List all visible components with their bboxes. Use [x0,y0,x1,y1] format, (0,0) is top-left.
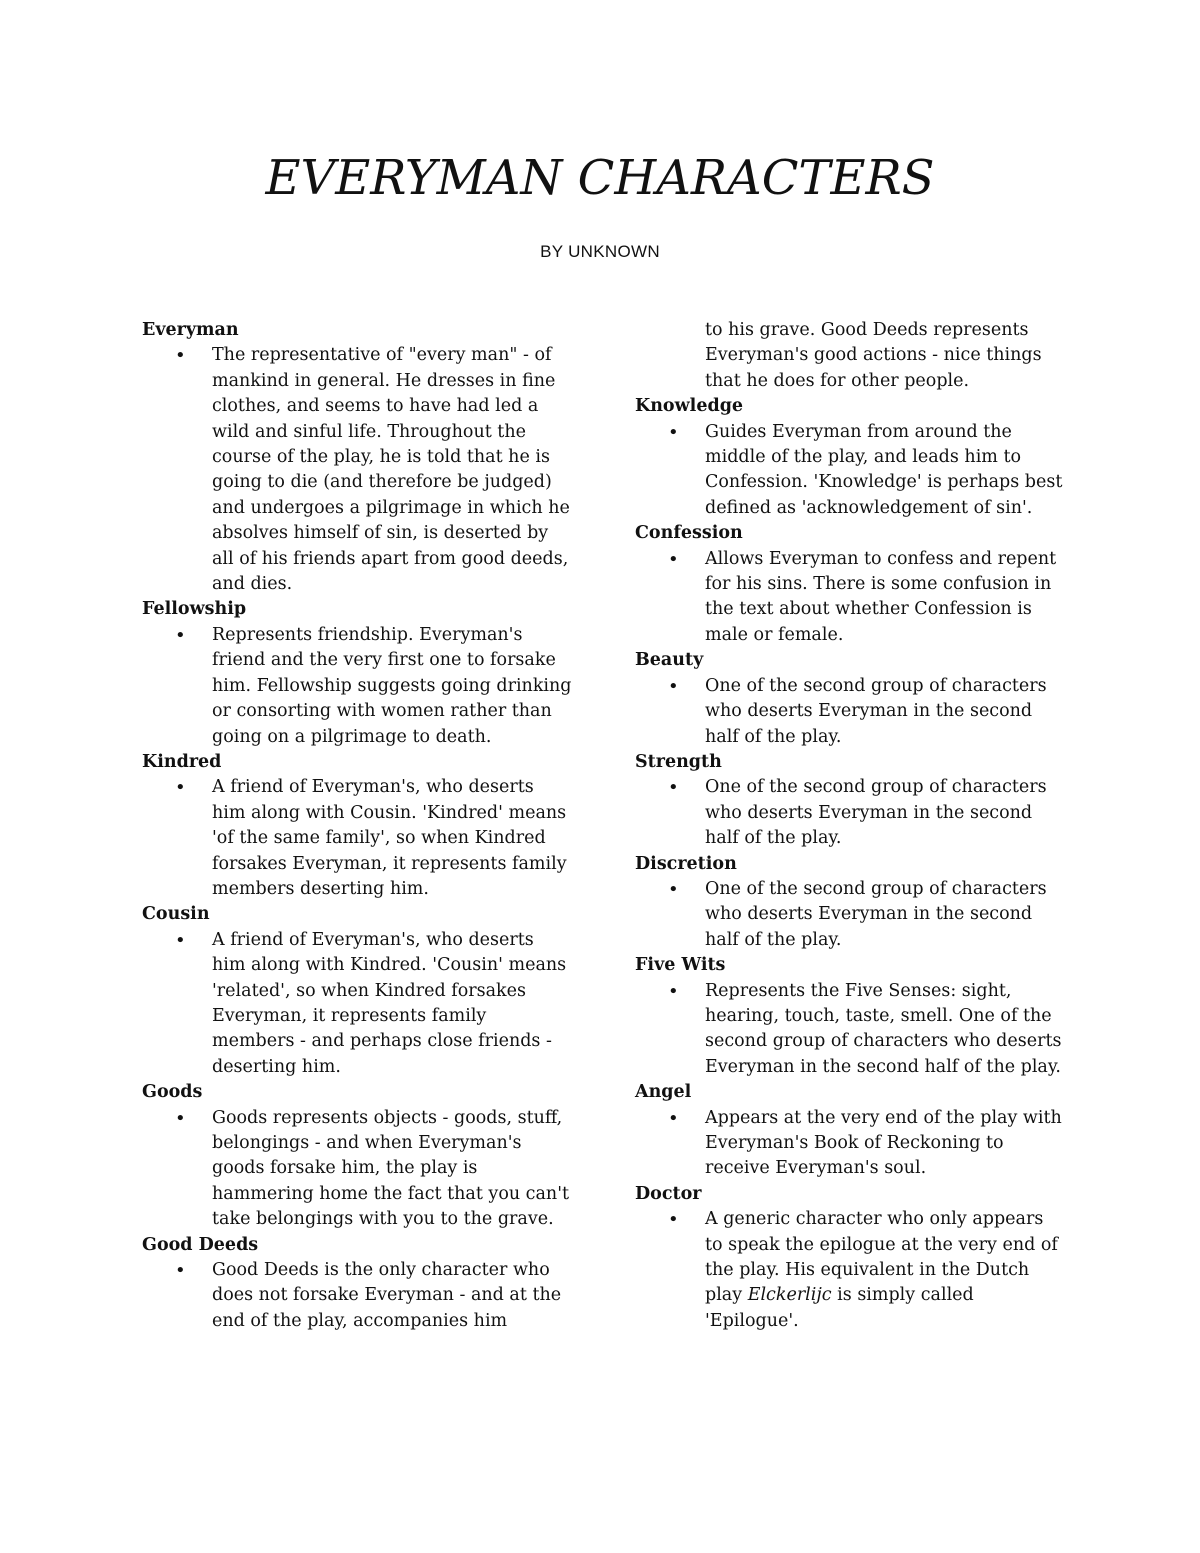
character-entry-goods [142,1080,572,1232]
description-list [635,674,1065,750]
description-list [635,979,1065,1081]
character-entry-fellowship [142,597,572,749]
character-description: • Represents friendship. Everyman's friend and the very first one to forsake him. Fellowship suggests going drinking or consorting with women rather than going on a pilgrimage to death. [212,623,572,750]
character-description [705,1207,1065,1334]
character-name: Good Deeds [142,1234,259,1255]
character-description: • Good Deeds is the only character who does not forsake Everyman - and at the end of the play, accompanies him [212,1258,572,1334]
description-text: A generic character who only appears to speak the epilogue at the very end of the play. His equivalent in the Dutch play [705,1209,1058,1306]
description-text: is simply called 'Epilogue'. [705,1285,974,1331]
description-list [142,1106,572,1233]
character-name: Five Wits [635,955,726,976]
character-description: • The representative of "every man" - of mankind in general. He dresses in fine clothes, and seems to have had led a wild and sinful life. Throughout the course of the play, he is told that he is going to die (and therefore be judged) and undergoes a pilgrimage in which he absolves himself of sin, is deserted by all of his friends apart from good deeds, and dies. [212,343,572,597]
character-description: • A friend of Everyman's, who deserts him along with Kindred. 'Cousin' means 'related', so when Kindred forsakes Everyman, it represents family members - and perhaps close friends - deserting him. [212,928,572,1080]
character-name: Discretion [635,853,737,874]
play-title-italic: Elckerlijc [747,1285,832,1306]
description-list [142,928,572,1080]
character-description: • A friend of Everyman's, who deserts him along with Cousin. 'Kindred' means 'of the same family', so when Kindred forsakes Everyman, it represents family members deserting him. [212,775,572,902]
character-entry-strength [635,750,1065,852]
character-name: Doctor [635,1183,702,1204]
character-description: • One of the second group of characters who deserts Everyman in the second half of the play. [705,674,1065,750]
description-list [635,1207,1065,1334]
page-title: EVERYMAN CHARACTERS [265,150,935,206]
character-name: Strength [635,751,722,772]
description-list [635,547,1065,649]
character-name: Kindred [142,751,222,772]
character-description: • One of the second group of characters who deserts Everyman in the second half of the play. [705,775,1065,851]
character-entry-doctor [635,1182,1065,1334]
description-list [142,1258,572,1334]
character-name: Confession [635,523,743,544]
description-list [142,343,572,597]
description-list [635,877,1065,953]
character-entry-cousin [142,902,572,1080]
character-entry-knowledge [635,394,1065,521]
character-description: • Represents the Five Senses: sight, hearing, touch, taste, smell. One of the second group of characters who deserts Everyman in the second half of the play. [705,979,1065,1081]
right-column [635,318,1065,1334]
character-name: Cousin [142,904,210,925]
description-list [142,623,572,750]
character-entry-good-deeds [142,1233,572,1335]
character-entry-five-wits [635,953,1065,1080]
character-description: • One of the second group of characters who deserts Everyman in the second half of the play. [705,877,1065,953]
character-entry-kindred [142,750,572,902]
left-column [142,318,572,1334]
character-name: Angel [635,1082,692,1103]
character-description: • Appears at the very end of the play with Everyman's Book of Reckoning to receive Everyman's soul. [705,1106,1065,1182]
character-description: • Goods represents objects - goods, stuff, belongings - and when Everyman's goods forsake him, the play is hammering home the fact that you can't take belongings with you to the grave. [212,1106,572,1233]
description-list [635,775,1065,851]
character-name: Fellowship [142,599,247,620]
description-list [142,775,572,902]
character-name: Knowledge [635,396,744,417]
character-name: Beauty [635,650,704,671]
character-entry-discretion [635,852,1065,954]
character-name: Everyman [142,320,239,340]
character-entry-beauty [635,648,1065,750]
description-list [635,420,1065,522]
description-list [635,1106,1065,1182]
character-description: • Allows Everyman to confess and repent for his sins. There is some confusion in the text about whether Confession is male or female. [705,547,1065,649]
good-deeds-continuation: to his grave. Good Deeds represents Everyman's good actions - nice things that he does for other people. [705,320,1042,391]
byline: BY UNKNOWN [540,242,660,261]
character-entry-everyman [142,318,572,597]
character-entry-confession [635,521,1065,648]
character-entry-angel [635,1080,1065,1182]
character-description: • Guides Everyman from around the middle of the play, and leads him to Confession. 'Knowledge' is perhaps best defined as 'acknowledgement of sin'. [705,420,1065,522]
character-name: Goods [142,1082,203,1103]
